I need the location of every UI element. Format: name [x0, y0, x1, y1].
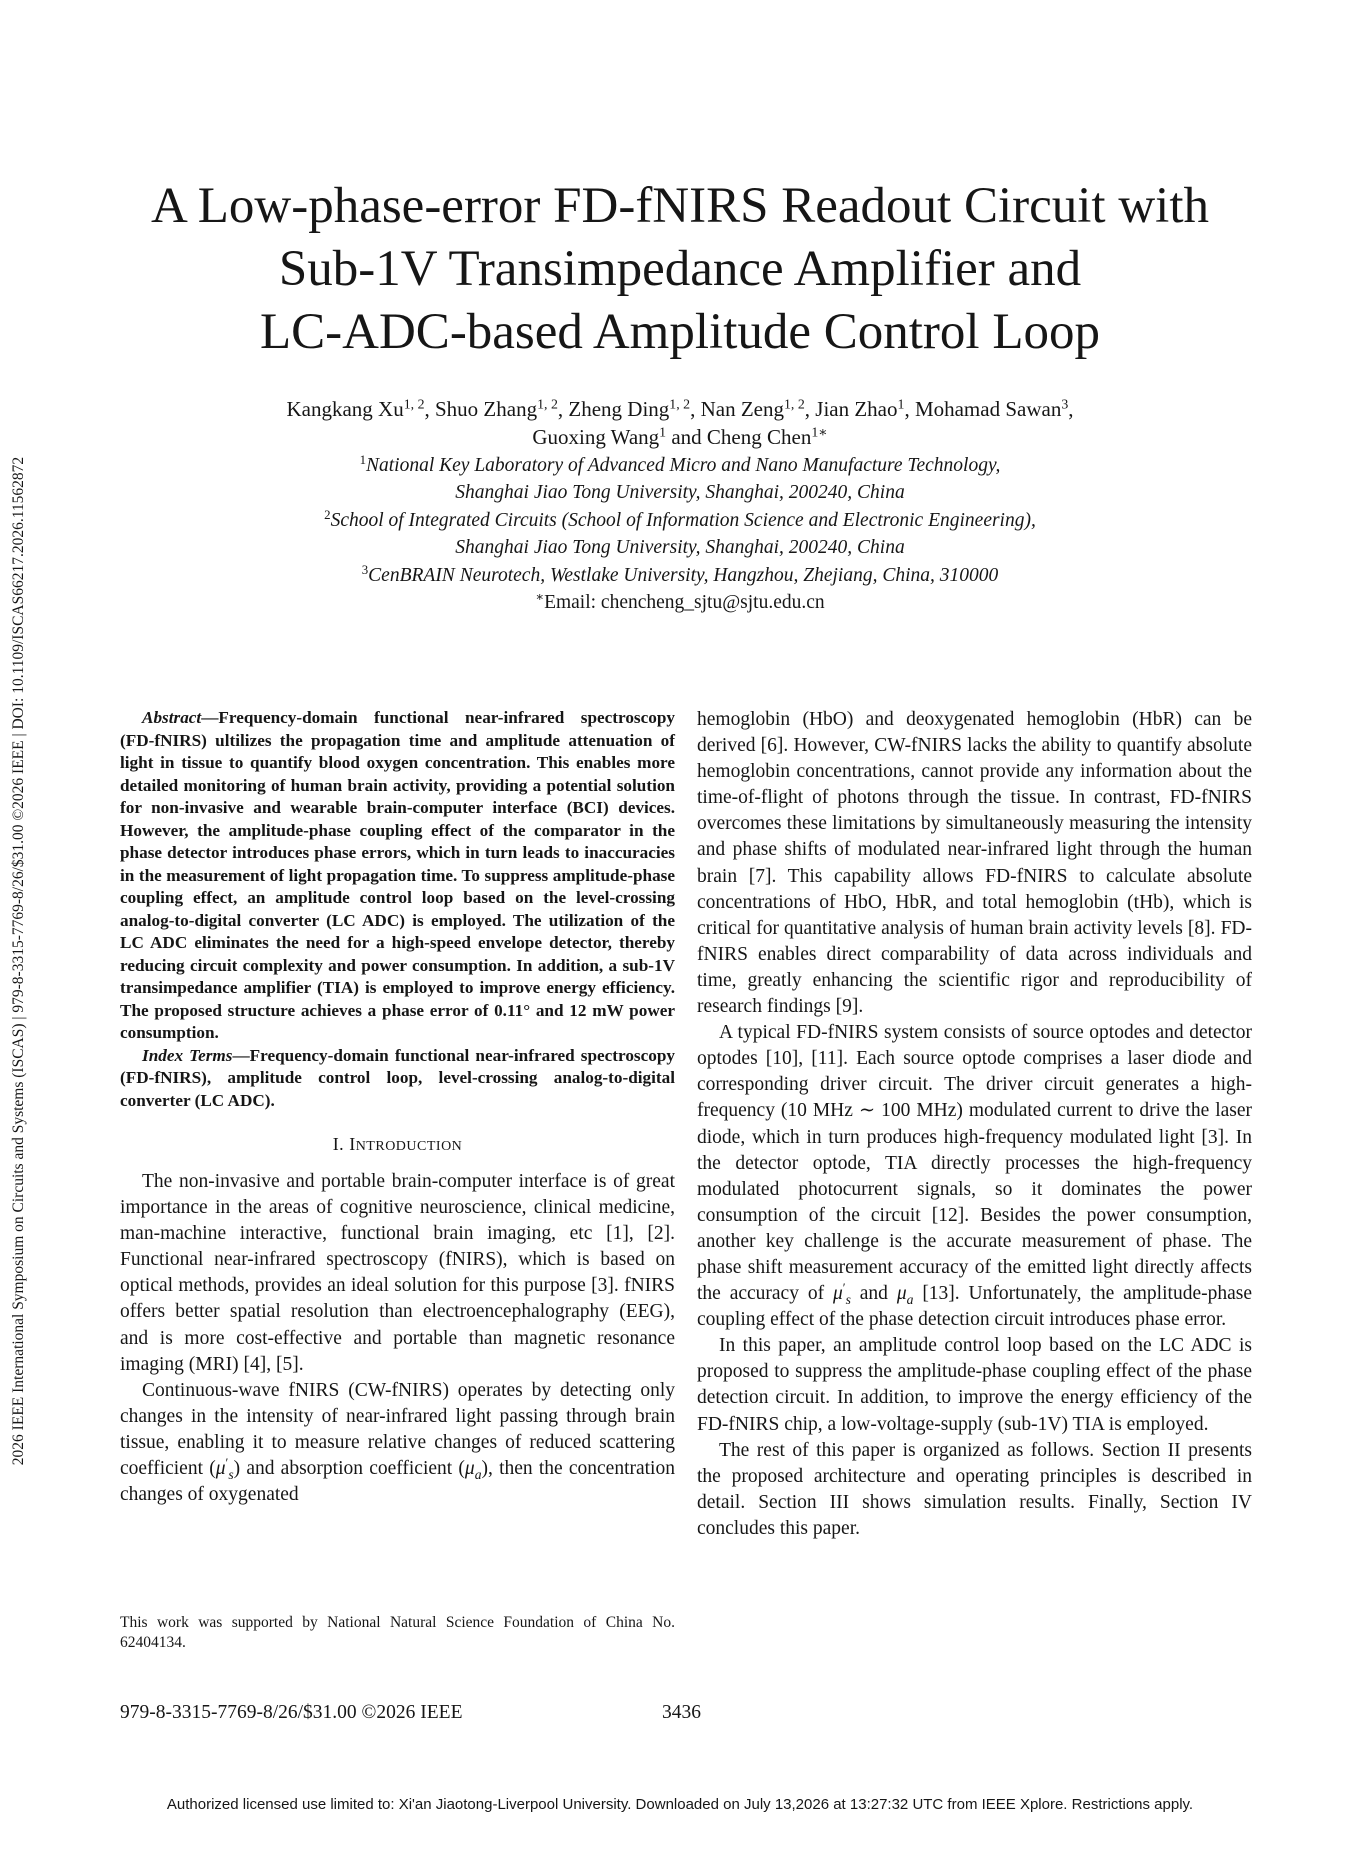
body-paragraph-proposal: In this paper, an amplitude control loop based on the LC ADC is proposed to suppress the amplitude-phase coupling effect of the phase detection circuit. In addition, to improve the energy efficiency of the FD-fNIRS chip, a low-voltage-supply (sub-1V) TIA is employed. — [697, 1335, 1252, 1435]
symbol-mu: μ — [464, 1458, 475, 1480]
author-name: Mohamad Sawan — [914, 397, 1062, 421]
left-column — [120, 707, 675, 1508]
author-line-2 — [130, 423, 1230, 451]
index-terms — [120, 1045, 675, 1113]
author-line-1 — [130, 395, 1230, 423]
symbol-subscript-a: a — [906, 1291, 914, 1307]
author-affiliation-mark: 1, 2 — [403, 396, 425, 412]
author-affiliation-mark: 1, 2 — [669, 396, 691, 412]
symbol-prime: ′ — [842, 1280, 846, 1295]
author-affiliation-mark: 1, 2 — [537, 396, 558, 412]
license-notice: Authorized licensed use limited to: Xi'an Jiaotong-Liverpool University. Downloaded on July 13,2026 at 13:27:32 UTC from IEEE Xplore. Restrictions apply. — [166, 1796, 1194, 1813]
affiliation-text: Shanghai Jiao Tong University, Shanghai, 200240, China — [455, 537, 905, 559]
footer-isbn: 979-8-3315-7769-8/26/$31.00 ©2026 IEEE — [120, 1702, 463, 1723]
affiliation-line — [100, 507, 1260, 534]
title-line-3: LC-ADC-based Amplitude Control Loop — [259, 304, 1100, 360]
author-affiliation-mark: 1∗ — [811, 424, 828, 440]
symbol-subscript-a: a — [474, 1466, 482, 1482]
author-affiliation-mark: 1 — [897, 396, 905, 412]
author-separator: , — [1068, 397, 1074, 421]
body-text-part: A typical FD-fNIRS system consists of source optodes and detector optodes [10], [11]. Each source optode comprises a laser diode and corresponding driver circuit. The driver circuit generates a high-frequency (10 MHz ∼ 100 MHz) modulated current to drive the laser diode, which in turn produces high-frequency modulated light [3]. In the detector optode, TIA directly processes the high-frequency modulated photocurrent signals, so it dominates the power consumption of the circuit [12]. Besides the power consumption, another key challenge is the accurate measurement of phase. The phase shift measurement accuracy of the emitted light directly affects the accuracy of — [697, 1022, 1252, 1305]
section-number: I. — [332, 1134, 345, 1154]
funding-footnote: This work was supported by National Natural Science Foundation of China No. 62404134. — [120, 1614, 675, 1651]
symbol-mu: μ — [215, 1458, 226, 1480]
author-name: Zheng Ding — [568, 397, 670, 421]
affiliation-mark: 1 — [359, 452, 366, 467]
affiliation-line — [100, 562, 1260, 589]
side-identifier-note: 2026 IEEE International Symposium on Circuits and Systems (ISCAS) | 979-8-3315-7769-8/26/$31.00 ©2026 IEEE | DOI: 10.1109/ISCAS66217.2026.11562872 — [10, 456, 27, 1466]
author-name: Cheng Chen — [706, 425, 812, 449]
intro-paragraph-2 — [120, 1378, 675, 1508]
affiliation-list — [100, 452, 1260, 616]
abstract-dash: — — [201, 708, 219, 727]
author-list — [130, 395, 1230, 451]
author-separator: , — [424, 397, 435, 421]
abstract-label: Abstract — [142, 708, 202, 727]
affiliation-line — [100, 479, 1260, 506]
title-line-1: A Low-phase-error FD-fNIRS Readout Circuit with — [150, 178, 1210, 234]
right-column — [697, 707, 1252, 1542]
affiliation-text: School of Integrated Circuits (School of Information Science and Electronic Engineering), — [330, 509, 1036, 531]
affiliation-text: National Key Laboratory of Advanced Micro and Nano Manufacture Technology, — [366, 455, 1001, 476]
author-separator: , — [557, 397, 569, 421]
intro-text-part: ) and absorption coefficient ( — [233, 1458, 465, 1480]
body-paragraph-continued: hemoglobin (HbO) and deoxygenated hemoglobin (HbR) can be derived [6]. However, CW-fNIRS lacks the ability to quantify absolute hemoglobin concentrations, cannot provide any information about the time-of-flight of photons through the tissue. In contrast, FD-fNIRS overcomes these limitations by simultaneously measuring the intensity and phase shifts of modulated near-infrared light through the human brain [7]. This capability allows FD-fNIRS to calculate absolute concentrations of HbO, HbR, and total hemoglobin (tHb), which is critical for quantitative analysis of human brain activity levels [8]. FD-fNIRS enables direct comparability of data across individuals and time, greatly enhancing the scientific rigor and reproducibility of research findings [9]. — [697, 709, 1252, 1018]
author-name: Kangkang Xu — [286, 397, 404, 421]
paper-title — [80, 175, 1280, 364]
affiliation-text: Shanghai Jiao Tong University, Shanghai, 200240, China — [455, 482, 905, 504]
abstract — [120, 707, 675, 1045]
author-name: Shuo Zhang — [435, 397, 538, 421]
page-number: 3436 — [662, 1702, 701, 1723]
symbol-subscript-s: s — [228, 1466, 234, 1482]
author-name: Nan Zeng — [700, 397, 784, 421]
index-terms-label: Index Terms — [142, 1045, 233, 1065]
index-terms-text: Frequency-domain functional near-infrared spectroscopy (FD-fNIRS), amplitude control loop, level-crossing analog-to-digital converter (LC ADC). — [120, 1045, 675, 1110]
title-line-2: Sub-1V Transimpedance Amplifier and — [278, 241, 1082, 297]
section-heading-introduction — [120, 1132, 675, 1159]
author-affiliation-mark: 1 — [659, 424, 667, 440]
body-text-part: [13]. Unfortunately, the amplitude-phase coupling effect of the phase detection circuit introduces phase error. — [697, 1283, 1252, 1331]
author-separator: , — [804, 397, 816, 421]
body-paragraph-organization: The rest of this paper is organized as follows. Section II presents the proposed architecture and operating principles is described in detail. Section III shows simulation results. Finally, Section IV concludes this paper. — [697, 1439, 1252, 1539]
body-text-part: and — [850, 1283, 897, 1305]
affiliation-line — [100, 452, 1260, 479]
author-separator: , — [690, 397, 701, 421]
author-name: Jian Zhao — [815, 397, 898, 421]
author-separator: and — [666, 425, 707, 449]
affiliation-mark: 3 — [361, 562, 369, 577]
intro-paragraph-1: The non-invasive and portable brain-computer interface is of great importance in the areas of cognitive neuroscience, clinical medicine, man-machine interactive, functional brain imaging, etc [1], [2]. Functional near-infrared spectroscopy (fNIRS), which is based on optical methods, provides an ideal solution for this purpose [3]. fNIRS offers better spatial resolution than electroencephalography (EEG), and is more cost-effective and portable than magnetic resonance imaging (MRI) [4], [5]. — [120, 1171, 675, 1375]
email-text: Email: chencheng_sjtu@sjtu.edu.cn — [544, 592, 825, 614]
index-terms-dash: — — [232, 1045, 250, 1065]
author-affiliation-mark: 1, 2 — [783, 396, 805, 412]
symbol-subscript-s: s — [845, 1291, 851, 1307]
symbol-mu: μ — [832, 1283, 843, 1305]
affiliation-line — [100, 534, 1260, 561]
affiliation-text: CenBRAIN Neurotech, Westlake University, Hangzhou, Zhejiang, China, 310000 — [368, 564, 999, 586]
section-title-initial: I — [349, 1134, 356, 1154]
abstract-text: Frequency-domain functional near-infrared spectroscopy (FD-fNIRS) ultilizes the propagation time and amplitude attenuation of light in tissue to quantify blood oxygen concentration. This enables more detailed monitoring of human brain activity, providing a potential solution for non-invasive and wearable brain-computer interface (BCI) devices. However, the amplitude-phase coupling effect of the comparator in the phase detector introduces phase errors, which in turn leads to inaccuracies in the measurement of light propagation time. To suppress amplitude-phase coupling effect, an amplitude control loop based on the level-crossing analog-to-digital converter (LC ADC) is employed. The utilization of the LC ADC eliminates the need for a high-speed envelope detector, thereby reducing circuit complexity and power consumption. In addition, a sub-1V transimpedance amplifier (TIA) is employed to improve energy efficiency. The proposed structure achieves a phase error of 0.11° and 12 mW power consumption. — [120, 708, 675, 1042]
author-affiliation-mark: 3 — [1061, 396, 1069, 412]
intro-text-part: ), then the concentration changes of oxygenated — [120, 1458, 675, 1506]
symbol-mu: μ — [896, 1283, 907, 1305]
section-title-rest: NTRODUCTION — [355, 1139, 463, 1154]
email-line — [100, 589, 1260, 616]
author-separator: , — [904, 397, 915, 421]
email-mark: ∗ — [535, 589, 545, 604]
author-name: Guoxing Wang — [532, 425, 660, 449]
symbol-prime: ′ — [225, 1455, 229, 1470]
affiliation-mark: 2 — [324, 507, 331, 522]
body-paragraph-system — [697, 1020, 1252, 1333]
intro-text-part: Continuous-wave fNIRS (CW-fNIRS) operates by detecting only changes in the intensity of near-infrared light passing through brain tissue, enabling it to measure relative changes of reduced scattering coefficient ( — [120, 1379, 675, 1480]
